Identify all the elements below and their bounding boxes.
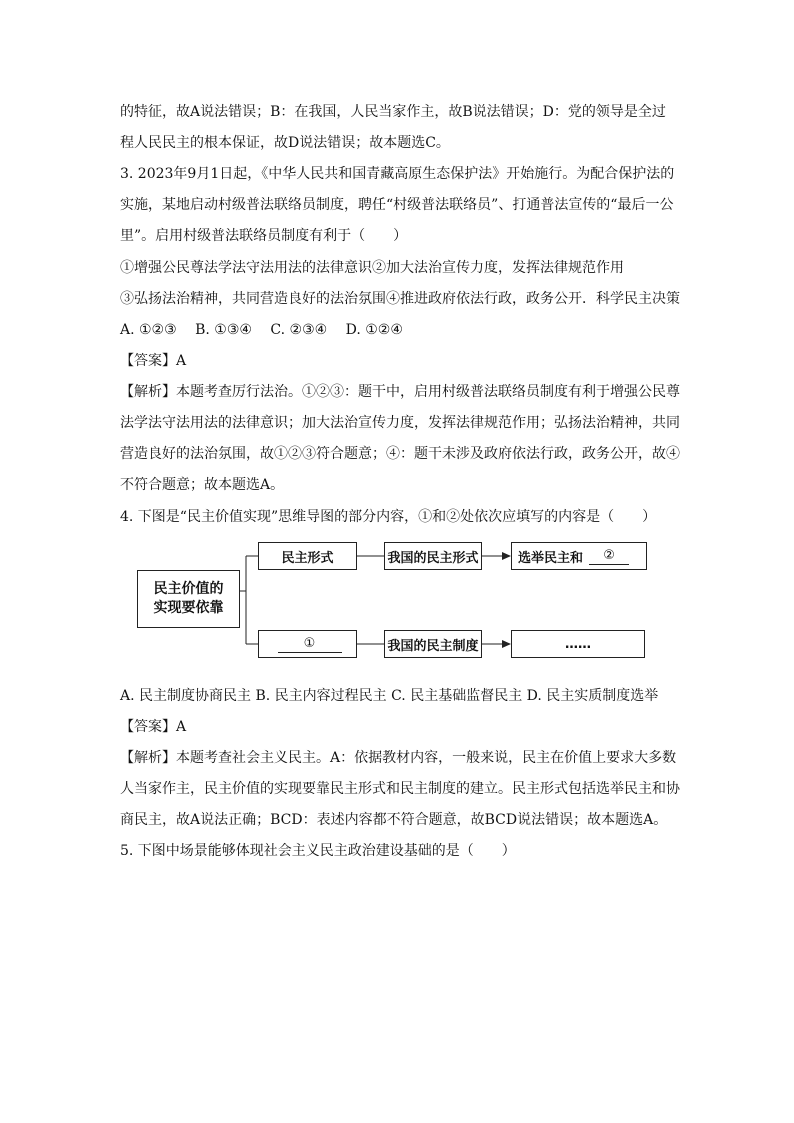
- question-4-stem: 4. 下图是“民主价值实现”思维导图的部分内容，①和②处依次应填写的内容是（ ）: [120, 509, 657, 525]
- question-4-analysis: 【解析】本题考查社会主义民主。A：依据教材内容，一般来说，民主在价值上要求大多数: [120, 750, 677, 766]
- text-line: 程人民民主的根本保证，故D说法错误；故本题选C。: [120, 135, 450, 151]
- root-node-line: 民主价值的: [153, 581, 224, 597]
- node-democratic-form: 民主形式: [258, 542, 357, 570]
- root-node: [137, 570, 240, 628]
- question-3-analysis: 营造良好的法治氛围，故①②③符合题意；④：题干未涉及政府依法行政，政务公开，故④: [120, 446, 680, 462]
- node-our-democratic-system: 我国的民主制度: [384, 630, 482, 658]
- question-3-stem: 里”。启用村级普法联络员制度有利于（ ）: [120, 228, 408, 244]
- question-3-statement: ③弘扬法治精神，共同营造良好的法治氛围④推进政府依法行政，政务公开．科学民主决策: [120, 291, 680, 307]
- blank-2: ②: [589, 548, 629, 565]
- root-node-line: 实现要依靠: [153, 600, 224, 616]
- question-3-analysis: 法学法守法用法的法律意识；加大法治宣传力度，发挥法律规范作用；弘扬法治精神，共同: [120, 415, 680, 431]
- question-3-analysis: 不符合题意；故本题选A。: [120, 477, 285, 493]
- question-4-options: A. 民主制度协商民主 B. 民主内容过程民主 C. 民主基础监督民主 D. 民主实质制度选举: [120, 688, 659, 704]
- question-4-analysis: 商民主，故A说法正确；BCD：表述内容都不符合题意，故BCD说法错误；故本题选A。: [120, 812, 668, 828]
- question-3-stem: 3. 2023年9月1日起，《中华人民共和国青藏高原生态保护法》开始施行。为配合保护法的: [120, 166, 675, 182]
- node-ellipsis: ……: [511, 630, 645, 658]
- question-4-answer: 【答案】A: [120, 719, 187, 735]
- node-election-democracy: [511, 542, 647, 570]
- node-our-democratic-form: 我国的民主形式: [384, 542, 482, 570]
- node-blank-1: [258, 630, 357, 658]
- mind-map-diagram: [136, 536, 656, 666]
- question-4-analysis: 人当家作主，民主价值的实现要靠民主形式和民主制度的建立。民主形式包括选举民主和协: [120, 781, 680, 797]
- question-3-options: A. ①②③ B. ①③④ C. ②③④ D. ①②④: [120, 322, 403, 338]
- node-election-label: 选举民主和: [518, 550, 584, 566]
- question-3-answer: 【答案】A: [120, 353, 187, 369]
- text-line: 的特征，故A说法错误；B：在我国，人民当家作主，故B说法错误；D：党的领导是全过: [120, 104, 666, 120]
- blank-1: ①: [278, 636, 342, 653]
- question-5-stem: 5. 下图中场景能够体现社会主义民主政治建设基础的是（ ）: [120, 843, 516, 859]
- question-3-stem: 实施，某地启动村级普法联络员制度，聘任“村级普法联络员”、打通普法宣传的“最后一公: [120, 197, 674, 213]
- question-3-statement: ①增强公民尊法学法守法用法的法律意识②加大法治宣传力度，发挥法律规范作用: [120, 260, 624, 276]
- question-3-analysis: 【解析】本题考查厉行法治。①②③：题干中，启用村级普法联络员制度有利于增强公民尊: [120, 384, 680, 400]
